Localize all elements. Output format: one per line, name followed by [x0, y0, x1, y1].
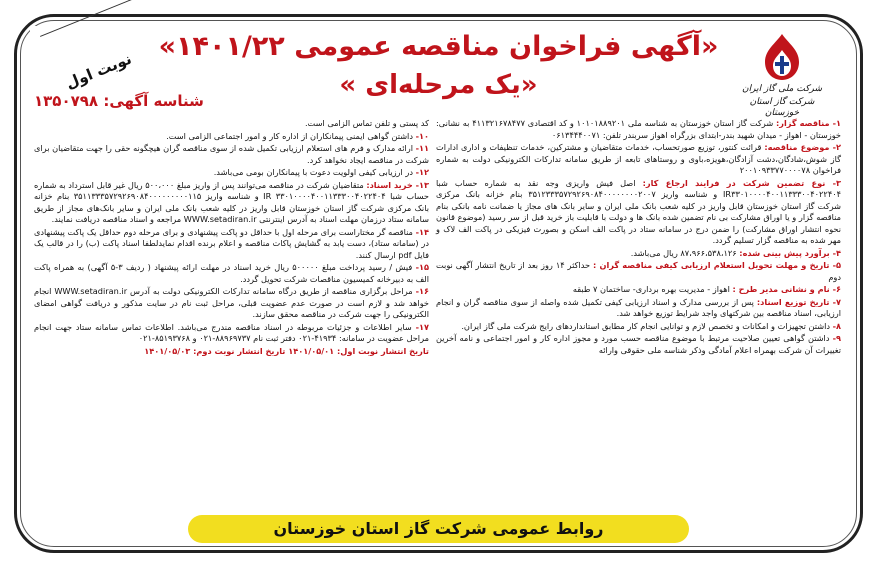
clause: ۱۰- داشتن گواهی ایمنی پیمانکاران از اداره کار و امور اجتماعی الزامی است. — [166, 130, 429, 141]
gas-flame-logo-icon — [759, 32, 805, 82]
title-line-2: «یک مرحله‌ای » — [339, 70, 538, 100]
clause: ۶- نام و نشانی مدیر طرح : اهواز - مدیریت بهره برداری- ساختمان ۷ طبقه — [572, 284, 841, 294]
clause: ۱۴- مناقصه گر مختاراست برای مرحله اول با حداقل دو پاکت پیشنهادی و برای مرحله دوم حداقل یک پاکت پیشنهادی در (سامانه ستاد)، دست یابد به گشایش پاکات مناقصه و اعلام برنده اقدام نمایدلطفا اسناد پاکت (ب) را در قالب یک فایل pdf ارسال کنند. — [34, 226, 429, 260]
logo-company-name: شرکت ملی گاز ایران — [742, 84, 822, 94]
clause: ۱۷- سایر اطلاعات و جزئیات مربوطه در اسناد مناقصه مندرج می‌باشد. اطلاعات تماس سامانه ستاد جهت انجام مراحل عضویت در سامانه: ۴۱۹۳۴-۰۲۱ دفتر ثبت نام ۸۸۹۶۹۷۳۷-۰۲۱ و ۸۵۱۹۳۷۶۸-۰۲۱ — [34, 321, 429, 343]
clause: ۲- موضوع مناقصه: قرائت کنتور، توزیع صورتحساب، خدمات متقاضیان و مشترکین، خدمات تنظیفات و اداری ادارات گاز شوش،شادگان،دشت آزادگان،هویزه،باوی و روستاهای تابعه از طریق سامانه تدارکات الکترونیکی دولت به شماره فراخوان ۲۰۰۱۰۹۳۳۷۷۰۰۰۰۷۸ — [436, 142, 841, 175]
turn-corner — [30, 26, 150, 93]
clause: ۸- داشتن تجهیزات و امکانات و تخصص لازم و توانایی انجام کار مطابق استانداردهای رایج شرکت ملی گاز ایران. — [461, 320, 841, 331]
notice-body — [34, 118, 841, 498]
clause: ۴- برآورد پیش بینی شده: ۸۷،۹۶۶،۵۳۸،۱۲۶ ریال می‌باشد. — [630, 247, 841, 258]
clause: ۹- داشتن گواهی تعیین صلاحیت مرتبط با موضوع مناقصه حسب مورد و مجوز اداره کار و امور اجتماعی و نامه آخرین تغییرات آن شرکت بهمراه اعلام آمادگی وذکر شناسه ملی حقوقی وارائه — [436, 333, 841, 355]
clause: ۷- تاریخ توزیع اسناد: پس از بررسی مدارک و اسناد ارزیابی کیفی تکمیل شده واصله از سوی مناقصه گران و انجام ارزیابی، اسناد مناقصه بین شرکتهای واجد شرایط توزیع خواهد شد. — [436, 296, 841, 318]
ad-id-label: شناسه آگهی: — [103, 92, 204, 110]
publish-dates: تاریخ انتشار نوبت اول: ۱۴۰۱/۰۵/۰۱ تاریخ انتشار نوبت دوم: ۱۴۰۱/۰۵/۰۳ — [144, 345, 429, 356]
notice-title — [150, 28, 727, 104]
footer-banner: روابط عمومی شرکت گاز استان خوزستان — [188, 515, 689, 543]
left-column — [34, 118, 429, 358]
right-column — [436, 118, 841, 357]
clause: ۱۶- مراحل برگزاری مناقصه از طریق درگاه سامانه تدارکات الکترونیکی دولت به آدرس WWW.setadiran.ir انجام خواهد شد و لازم است در صورت عدم عضویت قبلی، مراحل ثبت نام در سایت مذکور و دریافت گواهی امضای الکترونیکی را جهت شرکت در مناقصه محقق سازند. — [34, 286, 429, 319]
clause: کد پستی و تلفن تماس الزامی است. — [304, 118, 429, 128]
clause: ۱۵- فیش / رسید پرداخت مبلغ ۵۰۰۰۰۰ ریال خرید اسناد در مهلت ارائه پیشنهاد ( ردیف ۳-۵ آگهی) به همراه پاکت الف به دبیرخانه کمیسیون مناقصات شرکت تحویل گردد. — [34, 262, 429, 284]
ad-id-value: ۱۳۵۰۷۹۸ — [34, 92, 99, 110]
turn-label: نوبت اول — [63, 49, 135, 93]
clause: ۱۱- ارائه مدارک و فرم های استعلام ارزیابی تکمیل شده از سوی مناقصه گران هیچگونه حقی را جهت متقاضیان برای شرکت در مناقصه ایجاد نخواهد کرد. — [34, 143, 429, 165]
clause: ۱۲- در ارزیابی کیفی اولویت دعوت با پیمانکاران بومی می‌باشد. — [213, 167, 429, 177]
logo-company-subname: شرکت گاز استان خوزستان — [749, 97, 815, 118]
clause: ۵- تاریخ و مهلت تحویل استعلام ارزیابی کیفی مناقصه گران : حداکثر ۱۴ روز بعد از تاریخ انتشار آگهی نوبت دوم — [436, 260, 841, 282]
clause: ۳- نوع تضمین شرکت در فرایند ارجاع کار: اصل فیش واریزی وجه نقد به شماره حساب شبا IR۳۳۰۱۰۰۰۰۴۰۰۱۱۳۳۳۰۰۴۰۲۲۴۰۴ و شناسه واریز ۳۵۱۲۳۳۳۵۷۲۹۲۶۹۰۸۴۰۰۰۰۰۰۰۰۲۰۰۷ بنام خزانه بانک مرکزی شرکت گاز استان خوزستان قابل واریز در کلیه شعب بانک ملی ایران و سایر بانک های مجاز یا ضمانت نامه بانکی بنام مناقصه گزار و یا اوراق مشارکت بی نام تضمین شده بانک ها و دولت با قابلیت باز خرید قبل از سر رسید (موضوع قانون نحوه انتشار اوراق مشارکت) را ضمن درج در سامانه ستاد در پاکت الف اسکن و بصورت فیزیکی در پاکت الف لاک و مهر شده به مناقصه گزار تسلیم گردد. — [436, 177, 842, 245]
ad-id — [34, 92, 204, 110]
clause: ۱- مناقصه گزار: شرکت گاز استان خوزستان به شناسه ملی ۱۰۱۰۱۸۸۹۲۰۱ و کد اقتصادی ۴۱۱۳۲۱۶۷۸۴۷۷ به نشانی: خوزستان - اهواز - میدان شهید بندر-ابتدای بزرگراه اهواز سربندر تلفن: ۰۶۱۳۴۴۴۰۰۷۱ — [436, 118, 842, 140]
title-line-1: «آگهی فراخوان مناقصه عمومی ۱۴۰۱/۲۲» — [158, 31, 719, 62]
company-logo — [737, 32, 827, 118]
clause: ۱۳- خرید اسناد: متقاضیان شرکت در مناقصه می‌توانند پس از واریز مبلغ ۵۰۰،۰۰۰ ریال غیر قابل استرداد به شماره حساب شبا IR ۳۳۰۱۰۰۰۰۴۰۰۱۱۳۳۳۰۰۴۰۲۲۴۰۴ و شناسه واریز ۳۵۱۱۳۳۳۵۷۲۹۲۶۹۰۸۴۰۰۰۰۰۰۰۰۰۱۱۵ بنام خزانه بانک مرکزی شرکت گاز استان خوزستان قابل واریز در کلیه شعب بانک ملی ایران و سایر بانک‌های مجاز از طریق سامانه ستاد درزمان مهلت اسناد به آدرس اینترنتی WWW.setadiran.ir مراجعه و اسناد مناقصه دریافت نمایند. — [34, 179, 429, 224]
